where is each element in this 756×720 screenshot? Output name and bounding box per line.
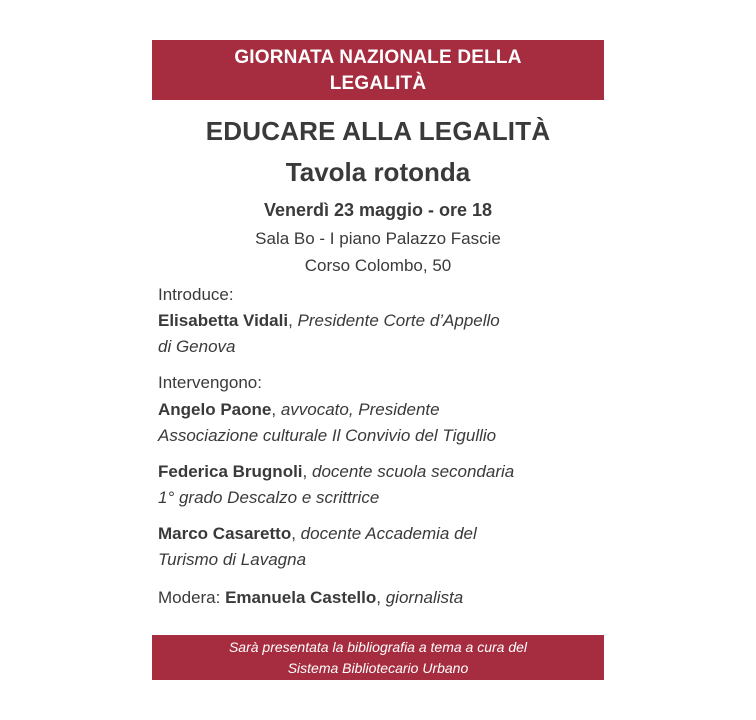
footer-line-2: Sistema Bibliotecario Urbano [287,659,469,676]
footer-text [229,637,527,679]
moderator [158,585,598,611]
speaker-2 [158,459,598,511]
speaker-separator: , [302,462,312,481]
introducer-separator: , [288,311,298,330]
speaker-role-line-2: Turismo di Lavagna [158,550,307,569]
speaker-role-line-2: Associazione culturale Il Convivio del Tigullio [158,426,497,445]
interventions-label: Intervengono: [158,373,262,392]
introducer-role-line-2: di Genova [158,337,236,356]
speaker-name: Federica Brugnoli [158,462,303,481]
header-text [234,45,521,97]
introducer-role-line-1: Presidente Corte d’Appello [297,311,500,330]
event-poster [152,40,604,680]
header-band [152,40,604,100]
moderator-role: giornalista [385,588,464,607]
event-date: Venerdì 23 maggio - ore 18 [263,200,493,220]
location-line-1: Sala Bo - I piano Palazzo Fascie [255,229,501,248]
speaker-name: Marco Casaretto [158,524,292,543]
speaker-role-line-1: docente scuola secondaria [311,462,515,481]
speaker-3 [158,521,598,573]
introducer-name: Elisabetta Vidali [158,311,289,330]
moderator-label: Modera: [158,588,226,607]
speaker-role-line-1: docente Accademia del [300,524,477,543]
speaker-separator: , [291,524,301,543]
location-line-2: Corso Colombo, 50 [304,256,452,275]
footer-band [152,635,604,680]
introduce-label: Introduce: [158,285,234,304]
event-subtitle: Tavola rotonda [285,157,471,187]
header-line-1: GIORNATA NAZIONALE DELLA [234,47,522,68]
moderator-name: Emanuela Castello [225,588,377,607]
footer-line-1: Sarà presentata la bibliografia a tema a cura del [228,638,528,655]
speaker-name: Angelo Paone [158,400,272,419]
moderator-separator: , [376,588,386,607]
speaker-role-line-1: avvocato, Presidente [280,400,440,419]
introducer [158,308,598,360]
event-title: EDUCARE ALLA LEGALITÀ [205,116,551,146]
speaker-separator: , [271,400,281,419]
speaker-role-line-2: 1° grado Descalzo e scrittrice [158,488,380,507]
speaker-1 [158,397,598,449]
header-line-2: LEGALITÀ [329,73,427,94]
